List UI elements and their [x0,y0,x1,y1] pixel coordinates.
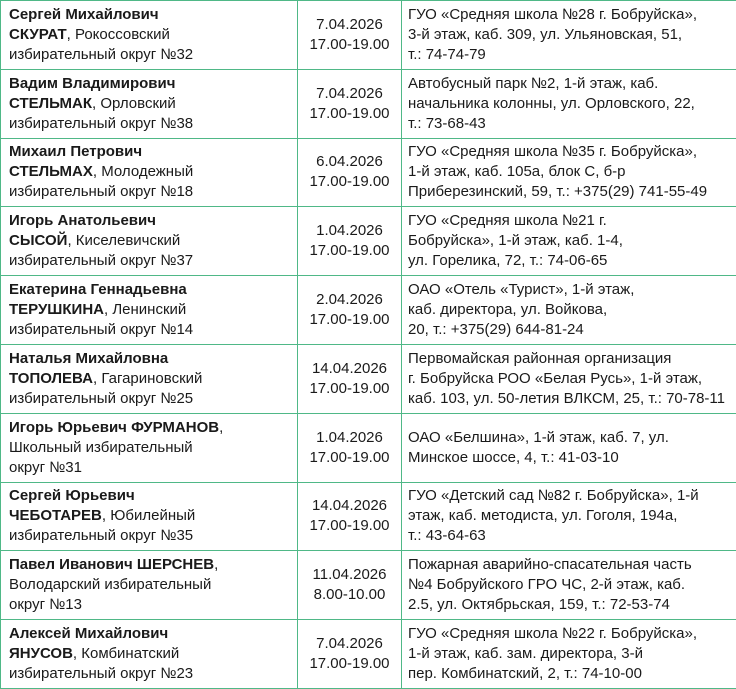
district-line: избирательный округ №14 [9,321,194,339]
reception-time-cell [298,413,402,482]
table-row [1,551,736,620]
reception-place-cell [402,207,736,276]
deputy-surname: ЧЕБОТАРЕВ [9,507,102,525]
deputy-name: Сергей Юрьевич [9,487,135,505]
reception-hours: 17.00-19.00 [309,448,390,466]
reception-place-line: Бобруйска», 1-й этаж, каб. 1-4, [408,232,623,250]
reception-place-line: т.: 74-74-79 [408,45,486,63]
district-name: , Комбинатский [72,645,180,663]
reception-place-cell [402,1,736,70]
reception-place-line: 20, т.: +375(29) 644-81-24 [408,321,584,339]
reception-place-cell [402,138,736,207]
reception-hours: 17.00-19.00 [309,242,390,260]
reception-time-cell [298,1,402,70]
reception-time-cell [298,482,402,551]
deputy-surname: СКУРАТ [9,25,67,43]
reception-time-cell [298,276,402,345]
deputy-name: Игорь Анатольевич [9,212,156,230]
district-line: избирательный округ №35 [9,527,194,545]
deputy-name: Игорь Юрьевич ФУРМАНОВ, [9,418,224,436]
district-name: , Орловский [92,94,176,112]
deputy-surname: ЯНУСОВ [9,645,73,663]
reception-place-line: Первомайская районная организация [408,349,672,367]
reception-hours: 17.00-19.00 [309,35,390,53]
deputy-name: Сергей Михайлович [9,5,159,23]
reception-place-line: этаж, каб. методиста, ул. Гоголя, 194а, [408,507,678,525]
deputy-surname: СТЕЛЬМАК [9,94,93,112]
reception-hours: 17.00-19.00 [309,379,390,397]
reception-place-line: ГУО «Средняя школа №28 г. Бобруйска», [408,5,697,23]
deputy-cell [1,344,298,413]
reception-place-cell [402,551,736,620]
reception-hours: 17.00-19.00 [309,104,390,122]
deputy-cell [1,207,298,276]
reception-place-line: ГУО «Средняя школа №22 г. Бобруйска», [408,625,697,643]
district-line: округ №31 [9,458,82,476]
reception-place-line: 1-й этаж, каб. зам. директора, 3-й [408,645,643,663]
reception-date: 6.04.2026 [316,153,383,171]
deputy-surname: СЫСОЙ [9,232,68,250]
reception-place-line: ГУО «Средняя школа №35 г. Бобруйска», [408,143,697,161]
reception-hours: 8.00-10.00 [313,586,386,604]
district-line: избирательный округ №32 [9,45,194,63]
reception-place-line: 1-й этаж, каб. 105а, блок С, б-р [408,163,626,181]
district-name: Школьный избирательный [9,438,193,456]
reception-place-line: ул. Горелика, 72, т.: 74-06-65 [408,252,608,270]
reception-place-line: г. Бобруйска РОО «Белая Русь», 1-й этаж, [408,369,703,387]
district-name: , Рокоссовский [66,25,170,43]
district-line: избирательный округ №23 [9,665,194,683]
deputy-name: Вадим Владимирович [9,74,176,92]
district-name: , Ленинский [103,301,187,319]
reception-place-line: №4 Бобруйского ГРО ЧС, 2-й этаж, каб. [408,576,686,594]
table-row [1,482,736,551]
table-row [1,413,736,482]
deputy-cell [1,413,298,482]
table-row [1,207,736,276]
deputy-cell [1,482,298,551]
deputy-cell [1,620,298,689]
district-line: округ №13 [9,596,82,614]
reception-hours: 17.00-19.00 [309,173,390,191]
reception-place-line: пер. Комбинатский, 2, т.: 74-10-00 [408,665,642,683]
reception-place-line: начальника колонны, ул. Орловского, 22, [408,94,695,112]
deputy-cell [1,1,298,70]
district-name: , Юбилейный [101,507,196,525]
district-name: , Гагариновский [92,369,203,387]
reception-place-line: т.: 73-68-43 [408,114,486,132]
reception-time-cell [298,69,402,138]
table-row [1,1,736,70]
deputy-name: Екатерина Геннадьевна [9,281,187,299]
deputy-name: Михаил Петрович [9,143,143,161]
deputy-cell [1,276,298,345]
reception-place-cell [402,69,736,138]
reception-place-line: ГУО «Средняя школа №21 г. [408,212,607,230]
reception-time-cell [298,207,402,276]
reception-place-line: Пожарная аварийно-спасательная часть [408,556,692,574]
deputy-cell [1,138,298,207]
reception-place-line: 3-й этаж, каб. 309, ул. Ульяновская, 51, [408,25,683,43]
reception-hours: 17.00-19.00 [309,655,390,673]
reception-place-cell [402,620,736,689]
reception-place-line: Автобусный парк №2, 1-й этаж, каб. [408,74,659,92]
reception-date: 7.04.2026 [316,84,383,102]
reception-place-line: ГУО «Детский сад №82 г. Бобруйска», 1-й [408,487,699,505]
reception-date: 2.04.2026 [316,291,383,309]
district-line: избирательный округ №18 [9,183,194,201]
reception-date: 7.04.2026 [316,635,383,653]
reception-place-line: каб. 103, ул. 50-летия ВЛКСМ, 25, т.: 70-78-11 [408,389,725,407]
reception-place-cell [402,413,736,482]
reception-time-cell [298,551,402,620]
deputy-cell [1,69,298,138]
reception-place-cell [402,482,736,551]
district-line: избирательный округ №38 [9,114,194,132]
reception-place-line: 2.5, ул. Октябрьская, 159, т.: 72-53-74 [408,596,670,614]
deputy-name: Павел Иванович ШЕРСНЕВ, [9,556,219,574]
reception-time-cell [298,138,402,207]
reception-date: 7.04.2026 [316,15,383,33]
reception-place-line: т.: 43-64-63 [408,527,486,545]
deputy-name: Наталья Михайловна [9,349,169,367]
reception-place-line: каб. директора, ул. Войкова, [408,301,608,319]
reception-hours: 17.00-19.00 [309,311,390,329]
reception-date: 11.04.2026 [312,566,387,584]
reception-place-line: ОАО «Белшина», 1-й этаж, каб. 7, ул. [408,428,669,446]
table-row [1,69,736,138]
deputy-surname: ТОПОЛЕВА [9,369,93,387]
district-name: , Молодежный [92,163,194,181]
reception-time-cell [298,344,402,413]
district-line: избирательный округ №25 [9,389,194,407]
reception-date: 1.04.2026 [316,428,383,446]
table-row [1,344,736,413]
reception-place-cell [402,276,736,345]
reception-date: 14.04.2026 [311,359,388,377]
reception-time-cell [298,620,402,689]
reception-place-cell [402,344,736,413]
table-row [1,276,736,345]
district-name: , Киселевичский [67,232,181,250]
reception-date: 1.04.2026 [316,222,383,240]
district-line: избирательный округ №37 [9,252,194,270]
deputy-surname: СТЕЛЬМАХ [9,163,93,181]
reception-hours: 17.00-19.00 [309,517,390,535]
reception-place-line: Приберезинский, 59, т.: +375(29) 741-55-49 [408,183,708,201]
reception-place-line: ОАО «Отель «Турист», 1-й этаж, [408,281,635,299]
deputy-cell [1,551,298,620]
table-row [1,620,736,689]
reception-date: 14.04.2026 [311,497,388,515]
reception-place-line: Минское шоссе, 4, т.: 41-03-10 [408,448,619,466]
deputy-name: Алексей Михайлович [9,625,169,643]
district-name: Володарский избирательный [9,576,212,594]
deputy-surname: ТЕРУШКИНА [9,301,104,319]
table-row [1,138,736,207]
